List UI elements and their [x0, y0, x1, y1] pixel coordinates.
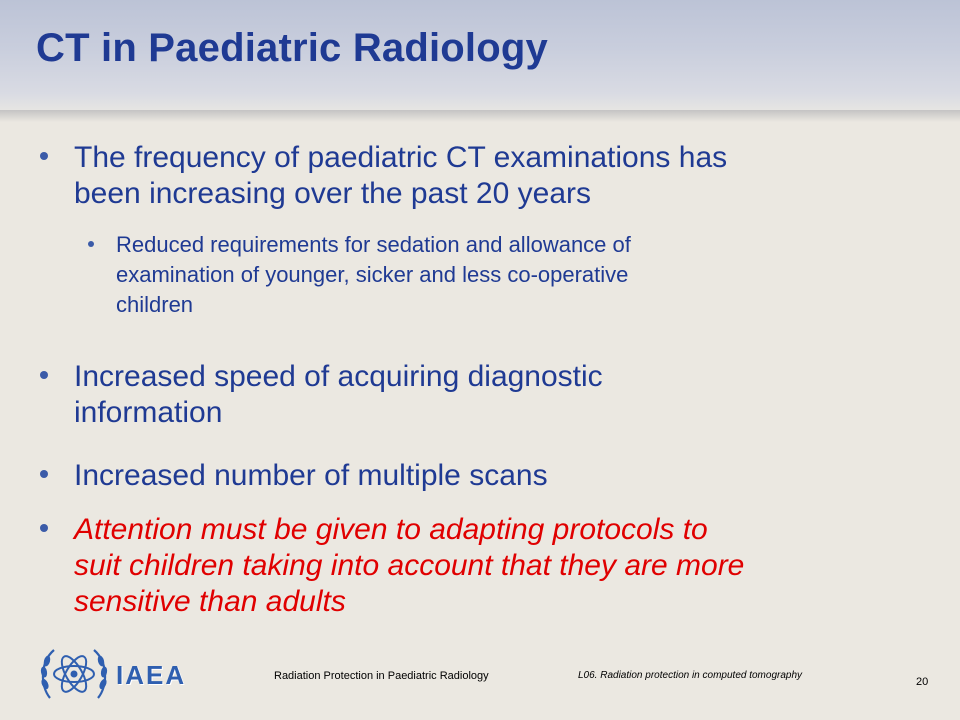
bullet-line: sensitive than adults — [74, 585, 346, 618]
bullet-line: Increased number of multiple scans — [74, 459, 548, 492]
bullet-line: Increased speed of acquiring diagnostic — [74, 360, 603, 393]
bullet-line: Reduced requirements for sedation and allowance of — [116, 232, 631, 257]
sub-bullet-icon — [88, 241, 94, 247]
bullet-level2 — [116, 230, 906, 320]
page-number: 20 — [916, 676, 929, 688]
bullet-line: Attention must be given to adapting protocols to — [74, 513, 708, 546]
footer-course-title: Radiation Protection in Paediatric Radiology — [274, 670, 489, 682]
bullet-line: The frequency of paediatric CT examinations has — [74, 141, 728, 174]
bullet-line: suit children taking into account that they are more — [74, 549, 745, 582]
bullet-line: children — [116, 292, 194, 317]
slide-title: CT in Paediatric Radiology — [36, 26, 548, 70]
bullet-icon — [40, 470, 48, 478]
iaea-wordmark: IAEA — [116, 660, 187, 690]
bullet-level1 — [74, 458, 904, 494]
bullet-level1-emphasis — [74, 512, 904, 620]
bullet-line: been increasing over the past 20 years — [74, 177, 591, 210]
bullet-line: examination of younger, sicker and less co-operative — [116, 262, 629, 287]
bullet-icon — [40, 371, 48, 379]
title-band-shadow — [0, 110, 960, 122]
bullet-line: information — [74, 396, 223, 429]
bullet-level1 — [74, 359, 904, 431]
bullet-level1 — [74, 140, 904, 212]
bullet-icon — [40, 152, 48, 160]
bullet-icon — [40, 524, 48, 532]
iaea-logo-icon — [36, 640, 112, 708]
footer-lecture-title: L06. Radiation protection in computed tomography — [578, 670, 803, 681]
